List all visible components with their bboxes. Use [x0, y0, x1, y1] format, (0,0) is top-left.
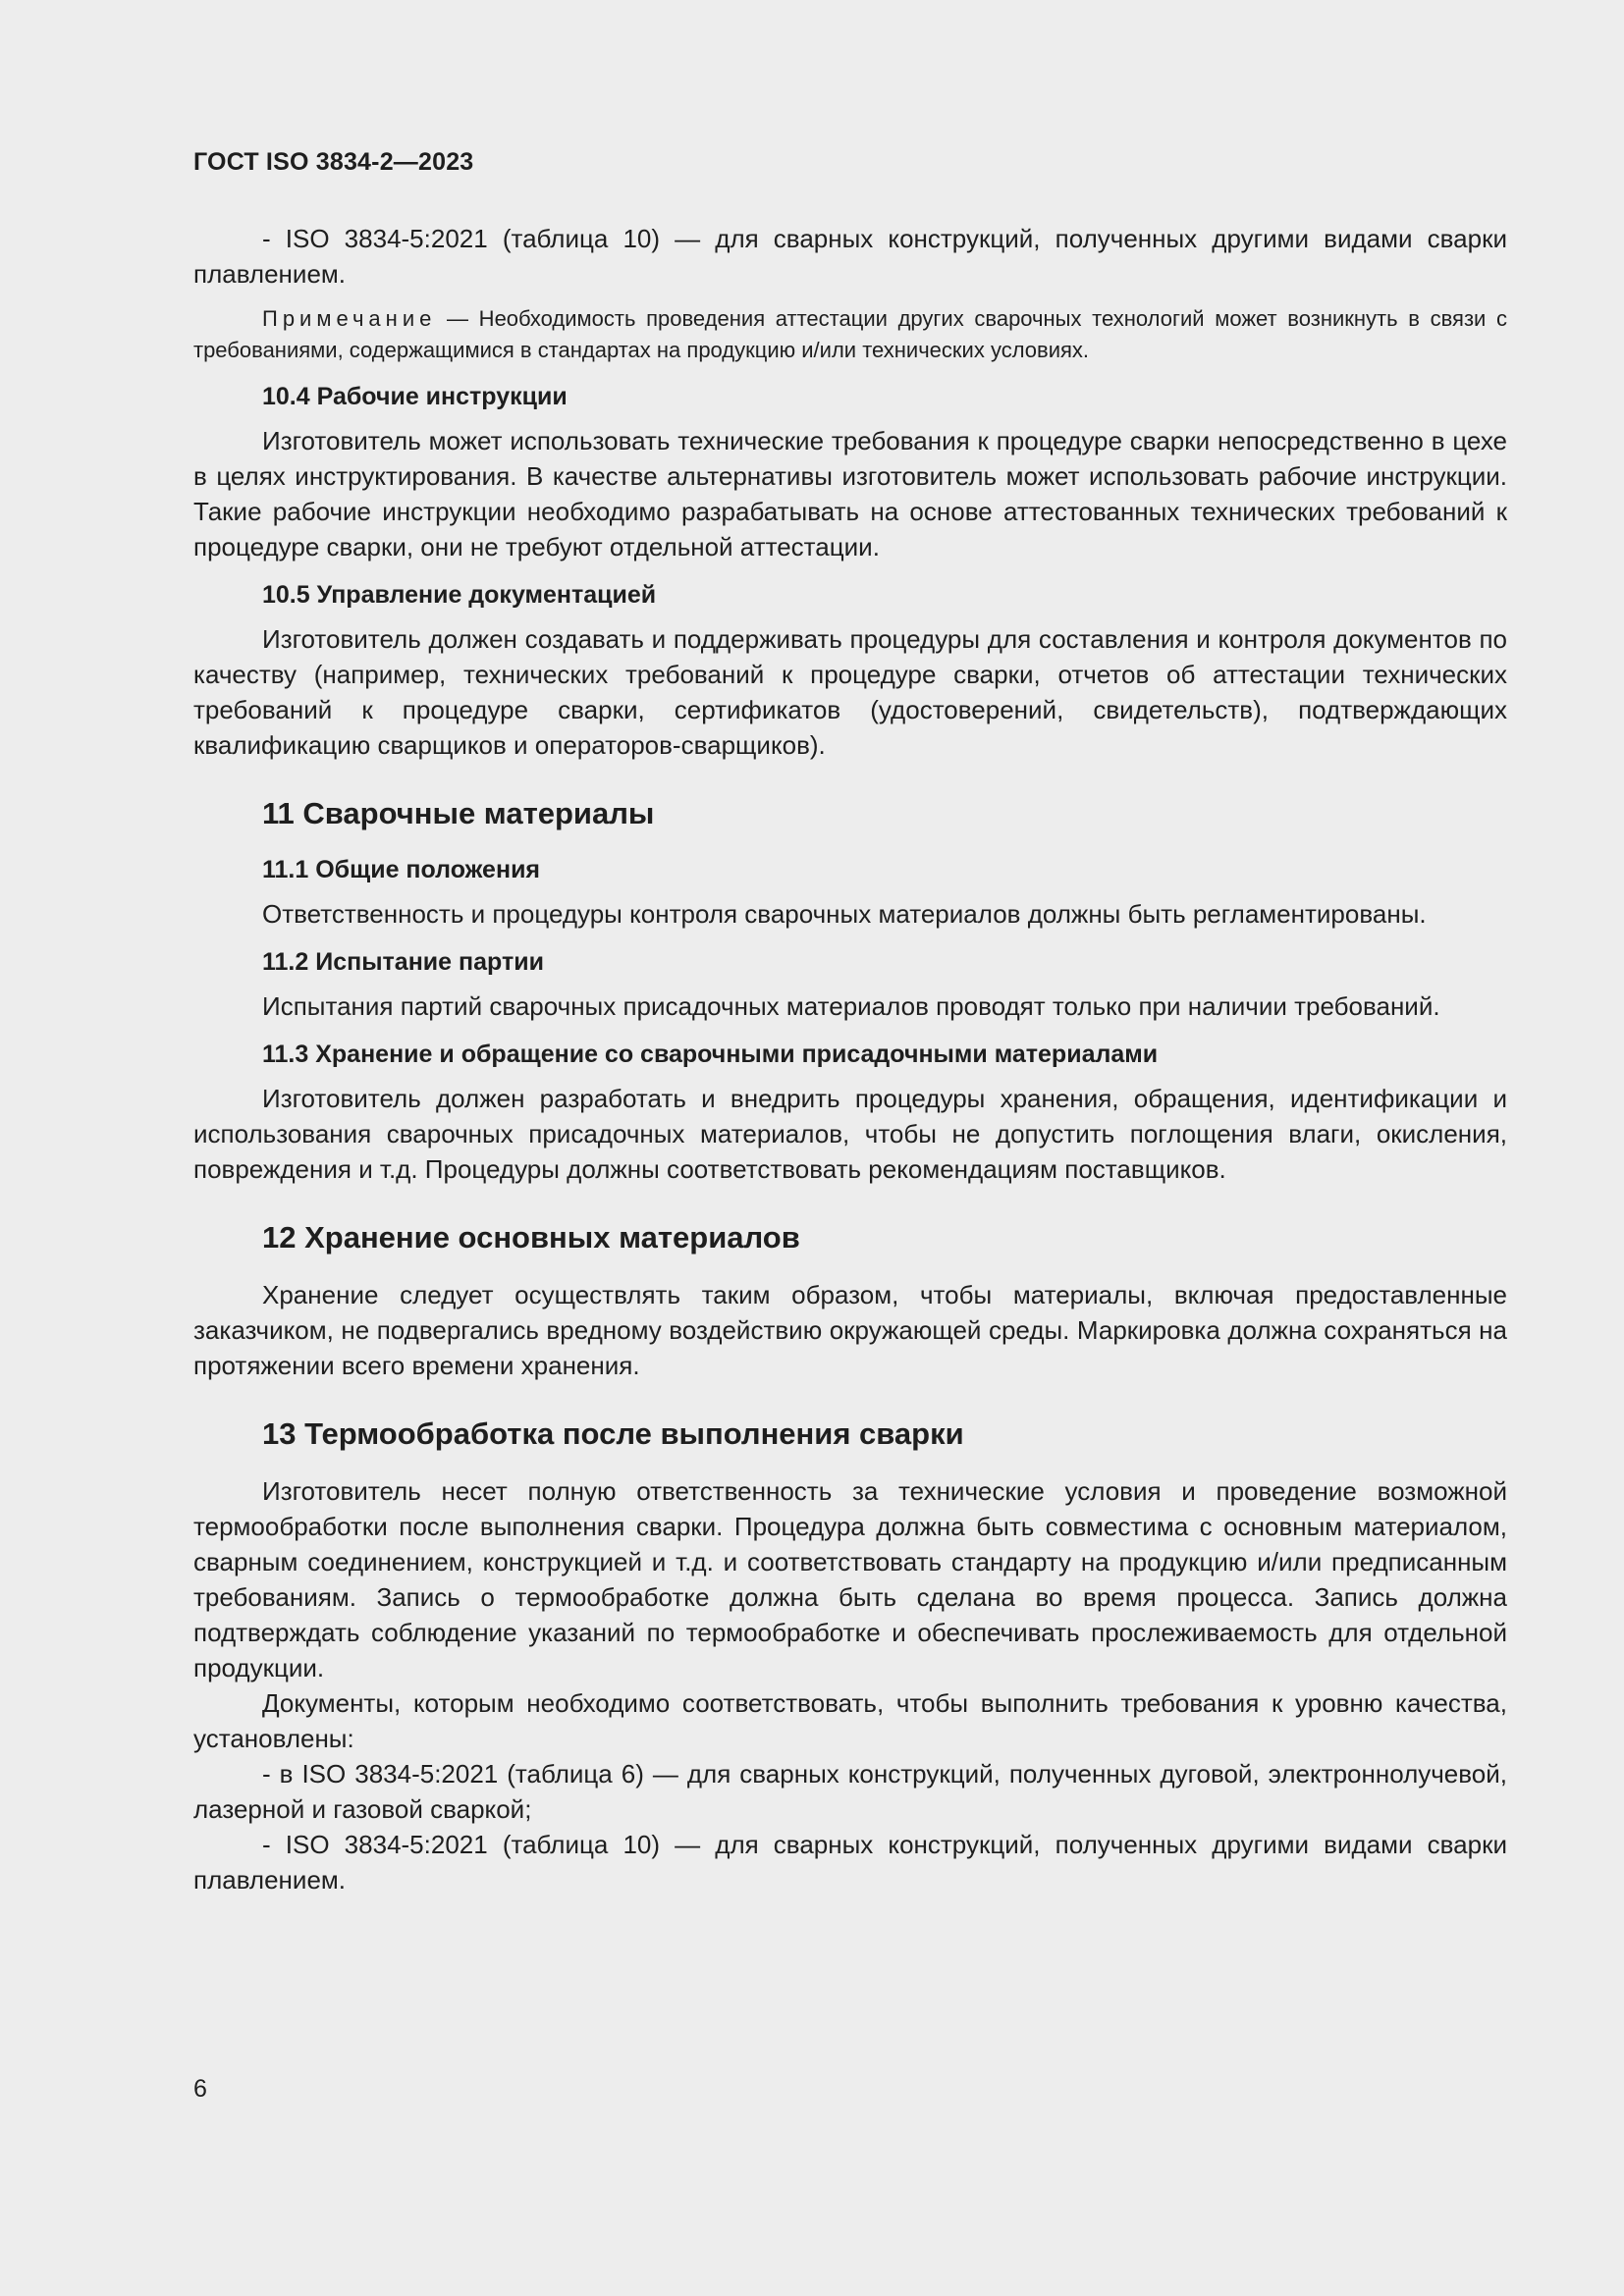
- page-number: 6: [193, 2075, 207, 2103]
- note-label: Примечание: [262, 306, 437, 331]
- section-heading-11-1: 11.1 Общие положения: [262, 856, 541, 883]
- list-item: - ISO 3834-5:2021 (таблица 10) — для сварных конструкций, полученных другими видами сварки плавлением.: [193, 1830, 1507, 1895]
- note-text: — Необходимость проведения аттестации других сварочных технологий может возникнуть в связи с требованиями, содержащимися в стандартах на продукцию и/или технических условиях.: [193, 306, 1507, 362]
- section-heading-11-3: 11.3 Хранение и обращение со сварочными присадочными материалами: [262, 1041, 1159, 1068]
- list-item: - в ISO 3834-5:2021 (таблица 6) — для сварных конструкций, полученных дуговой, электроннолучевой, лазерной и газовой сваркой;: [193, 1759, 1507, 1824]
- list-item: - ISO 3834-5:2021 (таблица 10) — для сварных конструкций, полученных другими видами сварки плавлением.: [193, 224, 1507, 289]
- section-heading-11-2: 11.2 Испытание партии: [262, 948, 544, 976]
- paragraph: Документы, которым необходимо соответствовать, чтобы выполнить требования к уровню качества, установлены:: [193, 1688, 1507, 1753]
- document-header: ГОСТ ISO 3834-2—2023: [193, 148, 474, 176]
- paragraph: Изготовитель несет полную ответственность за технические условия и проведение возможной термообработки после выполнения сварки. Процедура должна быть совместима с основным материалом, сварным соединением, конструкцией и т.д. и соответствовать стандарту на продукцию и/или предписанным требованиям. Запись о термообработке должна быть сделана во время процесса. Запись должна подтверждать соблюдение указаний по термообработке и обеспечивать прослеживаемость для отдельной продукции.: [193, 1476, 1507, 1682]
- section-heading-13: 13 Термообработка после выполнения сварки: [262, 1416, 964, 1451]
- paragraph: Хранение следует осуществлять таким образом, чтобы материалы, включая предоставленные заказчиком, не подвергались вредному воздействию окружающей среды. Маркировка должна сохраняться на протяжении всего времени хранения.: [193, 1280, 1507, 1380]
- section-heading-12: 12 Хранение основных материалов: [262, 1220, 800, 1255]
- paragraph: Изготовитель должен разработать и внедрить процедуры хранения, обращения, идентификации и использования сварочных присадочных материалов, чтобы не допустить поглощения влаги, окисления, повреждения и т.д. Процедуры должны соответствовать рекомендациям поставщиков.: [193, 1084, 1507, 1184]
- section-heading-11: 11 Сварочные материалы: [262, 796, 655, 830]
- paragraph: Испытания партий сварочных присадочных материалов проводят только при наличии требований.: [262, 991, 1440, 1021]
- paragraph: Изготовитель может использовать технические требования к процедуре сварки непосредственно в цехе в целях инструктирования. В качестве альтернативы изготовитель может использовать рабочие инструкции. Такие рабочие инструкции необходимо разрабатывать на основе аттестованных технических требований к процедуре сварки, они не требуют отдельной аттестации.: [193, 426, 1507, 561]
- note: [193, 303, 1507, 366]
- section-heading-10-5: 10.5 Управление документацией: [262, 581, 657, 609]
- paragraph: Изготовитель должен создавать и поддерживать процедуры для составления и контроля документов по качеству (например, технических требований к процедуре сварки, отчетов об аттестации технических требований к процедуре сварки, сертификатов (удостоверений, свидетельств), подтверждающих квалификацию сварщиков и операторов-сварщиков).: [193, 624, 1507, 760]
- document-body: [193, 221, 1507, 1897]
- paragraph: Ответственность и процедуры контроля сварочных материалов должны быть регламентированы.: [262, 899, 1427, 929]
- section-heading-10-4: 10.4 Рабочие инструкции: [262, 383, 568, 410]
